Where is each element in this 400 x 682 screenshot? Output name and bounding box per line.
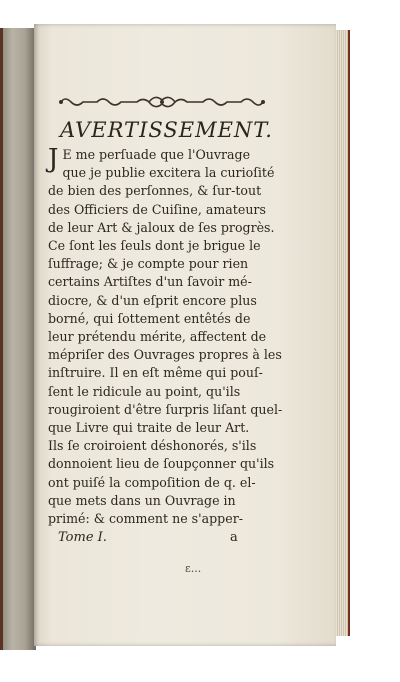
text-line: certains Artiſtes d'un ſavoir mé- [48,274,252,290]
signature-mark: a [230,530,238,545]
text-line: diocre, & d'un eſprit encore plus [48,292,257,308]
page-edges [334,30,350,636]
text-line: que mets dans un Ouvrage in [48,492,236,508]
text-line: de bien des perſonnes, & ſur-tout [48,183,262,199]
text-line: ont puiſé la compoſition de q. el- [48,474,256,490]
text-line: Ils ſe croiroient déshonorés, s'ils [48,438,257,454]
drop-cap: J [48,144,59,174]
text-line: inſtruire. Il en eſt même qui pouſ- [48,365,263,381]
text-line: ſuffrage; & je compte pour rien [48,256,249,272]
text-line: E me perſuade que l'Ouvrage [62,147,251,162]
text-line: des Officiers de Cuiſine, amateurs [48,201,266,217]
bottom-mark: ε... [185,562,202,575]
volume-label: Tome I. [58,530,107,545]
text-line: rougiroient d'être ſurpris liſant quel- [48,401,283,417]
body-text [48,146,288,528]
cover-edge [0,28,3,650]
text-line: borné, qui ſottement entêtés de [48,310,251,326]
text-line: que Livre qui traite de leur Art. [48,420,250,436]
text-line: leur prétendu mérite, affectent de [48,329,267,345]
page-heading: AVERTISSEMENT. [60,118,273,142]
text-line: que je publie excitera la curioſité [62,165,275,181]
text-line: ſent le ridicule au point, qu'ils [48,383,241,399]
text-line: mépriſer des Ouvrages propres à les [48,347,282,363]
text-line: de leur Art & jaloux de ſes progrès. [48,219,275,235]
book-cover [0,28,36,650]
text-line: primé: & comment ne s'apper- [48,511,243,527]
text-line: donnoient lieu de ſoupçonner qu'ils [48,456,275,472]
ornament-icon [57,92,267,112]
text-line: Ce ſont les ſeuls dont je brigue le [48,238,261,254]
